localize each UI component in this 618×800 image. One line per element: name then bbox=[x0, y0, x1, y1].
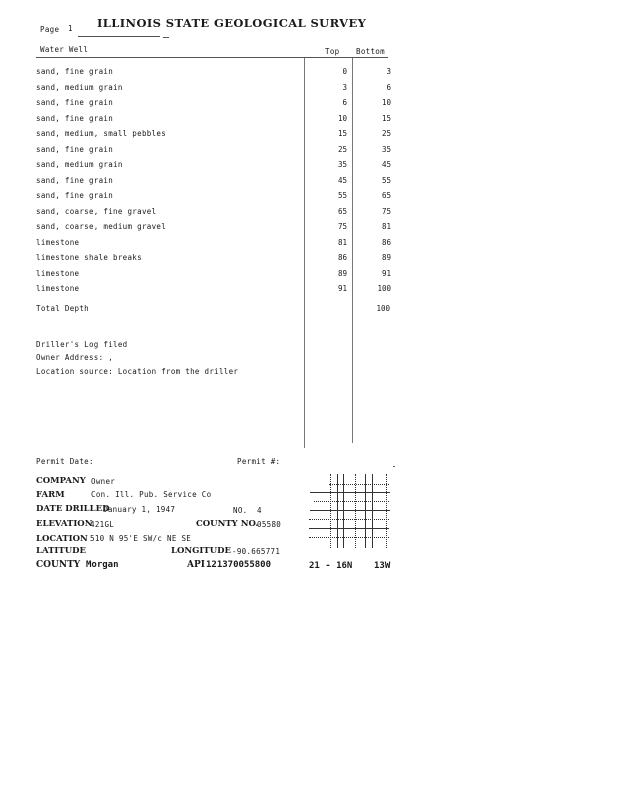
county-label: COUNTY bbox=[36, 560, 81, 570]
log-row-description: sand, fine grain bbox=[36, 191, 114, 200]
log-row-bottom: 89 bbox=[381, 253, 391, 262]
log-row-top: 65 bbox=[337, 206, 347, 216]
range-west: 13W bbox=[374, 561, 391, 571]
well-no-label: NO. bbox=[233, 506, 248, 515]
log-row-description: sand, medium grain bbox=[36, 82, 123, 92]
permit-number-label: Permit #: bbox=[237, 457, 281, 466]
county-no-label: COUNTY NO. bbox=[196, 519, 259, 529]
log-row-top: 55 bbox=[337, 191, 347, 200]
api-label: API bbox=[187, 560, 205, 570]
log-row-bottom: 25 bbox=[381, 129, 391, 138]
column-bottom-header: Bottom bbox=[356, 47, 385, 56]
log-row-bottom: 35 bbox=[381, 144, 391, 154]
page-underline bbox=[78, 36, 160, 37]
farm-value: Con. Ill. Pub. Service Co bbox=[91, 490, 212, 499]
total-depth-label: Total Depth bbox=[36, 304, 89, 313]
county-value: Morgan bbox=[86, 560, 119, 570]
total-depth-value: 100 bbox=[376, 304, 390, 313]
log-row-description: sand, fine grain bbox=[36, 98, 114, 107]
page-number: 1 bbox=[68, 24, 73, 33]
permit-date-label: Permit Date: bbox=[36, 457, 94, 466]
log-row-top: 3 bbox=[342, 82, 347, 92]
owner-address: Owner Address: , bbox=[36, 353, 114, 362]
log-row-description: limestone shale breaks bbox=[36, 253, 142, 262]
agency-title: ILLINOIS STATE GEOLOGICAL SURVEY bbox=[97, 16, 367, 30]
log-row-description: limestone bbox=[36, 284, 80, 293]
elevation-value: 421GL bbox=[90, 520, 115, 529]
well-no-value: 4 bbox=[257, 506, 262, 515]
log-row-bottom: 3 bbox=[386, 67, 391, 76]
farm-label: FARM bbox=[36, 490, 65, 500]
log-row-bottom: 10 bbox=[381, 98, 391, 107]
latitude-label: LATITUDE bbox=[36, 546, 86, 556]
log-row-bottom: 100 bbox=[377, 284, 391, 293]
log-row-description: sand, fine grain bbox=[36, 175, 114, 185]
log-row-description: sand, fine grain bbox=[36, 113, 114, 123]
log-row-bottom: 45 bbox=[381, 160, 391, 169]
log-row-bottom: 75 bbox=[381, 206, 391, 216]
log-row-top: 0 bbox=[342, 67, 347, 76]
location-value: 510 N 95'E SW/c NE SE bbox=[90, 534, 192, 543]
log-row-description: sand, medium grain bbox=[36, 160, 123, 169]
log-row-top: 6 bbox=[342, 98, 347, 107]
log-row-description: sand, fine grain bbox=[36, 67, 114, 76]
log-row-top: 75 bbox=[337, 222, 347, 231]
log-row-bottom: 86 bbox=[381, 237, 391, 247]
page-label: Page bbox=[40, 25, 60, 34]
driller-note: Driller's Log filed bbox=[36, 340, 128, 349]
log-row-description: sand, coarse, fine gravel bbox=[36, 206, 157, 216]
log-row-bottom: 55 bbox=[381, 175, 391, 185]
top-column-rule bbox=[304, 58, 305, 448]
date-drilled-value: January 1, 1947 bbox=[103, 505, 176, 514]
location-source: Location source: Location from the driller bbox=[36, 367, 239, 376]
location-label: LOCATION bbox=[36, 534, 88, 544]
company-value: Owner bbox=[91, 477, 116, 486]
well-type: Water Well bbox=[40, 45, 89, 54]
log-row-top: 91 bbox=[337, 284, 347, 293]
page-underline-short bbox=[163, 37, 169, 38]
longitude-value: -90.665771 bbox=[232, 547, 281, 556]
log-row-bottom: 91 bbox=[381, 268, 391, 278]
log-row-description: sand, coarse, medium gravel bbox=[36, 222, 167, 231]
county-no-value: 05580 bbox=[257, 520, 282, 529]
log-row-top: 45 bbox=[337, 175, 347, 185]
log-row-bottom: 15 bbox=[381, 113, 391, 123]
log-row-top: 89 bbox=[337, 268, 347, 278]
date-drilled-label: DATE DRILLED bbox=[36, 504, 110, 514]
township-range: 21 - 16N bbox=[309, 561, 353, 571]
log-row-top: 86 bbox=[337, 253, 347, 262]
header-rule bbox=[36, 57, 388, 58]
log-row-bottom: 81 bbox=[381, 222, 391, 231]
log-row-bottom: 6 bbox=[386, 82, 391, 92]
log-row-description: limestone bbox=[36, 237, 80, 247]
log-row-top: 25 bbox=[337, 144, 347, 154]
elevation-label: ELEVATION bbox=[36, 519, 93, 529]
column-top-header: Top bbox=[325, 47, 340, 56]
log-row-bottom: 65 bbox=[381, 191, 391, 200]
api-value: 121370055800 bbox=[206, 560, 272, 570]
log-row-top: 35 bbox=[337, 160, 347, 169]
stray-mark bbox=[393, 466, 395, 467]
log-row-top: 81 bbox=[337, 237, 347, 247]
company-label: COMPANY bbox=[36, 476, 86, 486]
log-row-top: 15 bbox=[337, 129, 347, 138]
longitude-label: LONGITUDE bbox=[171, 546, 231, 556]
log-row-description: sand, fine grain bbox=[36, 144, 114, 154]
log-row-description: limestone bbox=[36, 268, 80, 278]
log-row-description: sand, medium, small pebbles bbox=[36, 129, 167, 138]
log-row-top: 10 bbox=[337, 113, 347, 123]
